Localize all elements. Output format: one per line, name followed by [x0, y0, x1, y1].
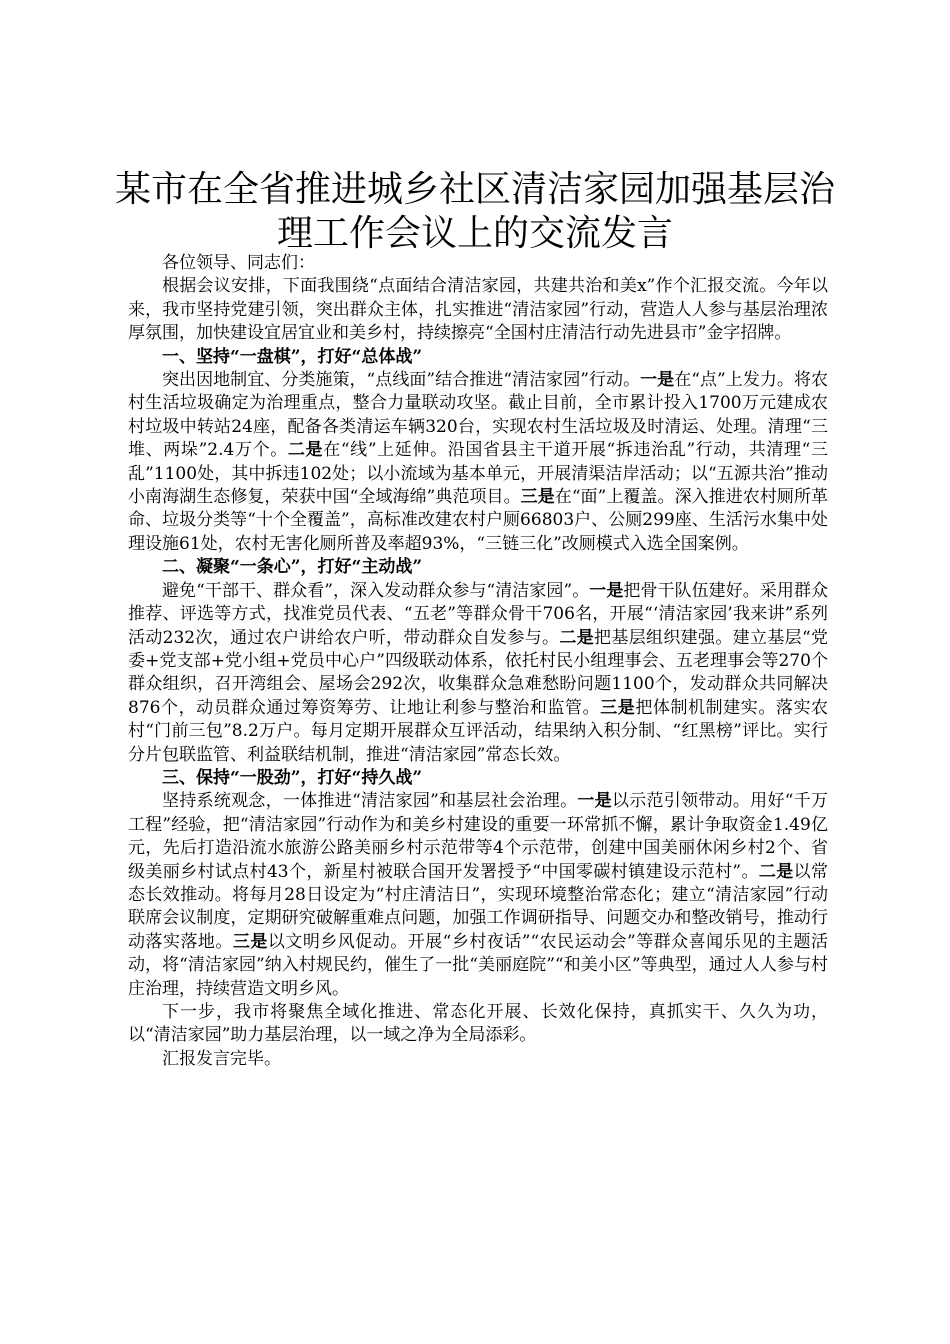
item-label: 二是	[287, 440, 324, 461]
section-heading-3: 三、保持“一股劲”，打好“持久战”	[162, 767, 423, 788]
item-text: 把基层组织建强。建立基层“党委+党支部+党小组+党员中心户”四级联动体系，依托村民小组理事会、五老理事会等270个群众组织，召开湾组会、屋场会292次，收集群众急难愁盼问题1100个，发动群众共同解决876个，动员群众通过筹资筹劳、让地让利参与整治和监管。	[128, 627, 829, 718]
item-label: 三是	[600, 697, 636, 718]
ending-line: 汇报发言完毕。	[162, 1048, 281, 1069]
item-label: 二是	[758, 861, 794, 882]
item-text: 把骨干队伍建好。采用群众推荐、评选等方式，找准党员代表、“五老”等群众骨干706名，开展“‘清洁家园’我来讲”系列活动232次，通过农户讲给农户听，带动群众自发参与。	[128, 580, 829, 648]
section-lead: 坚持系统观念，一体推进“清洁家园”和基层社会治理。	[162, 791, 578, 812]
item-text: 以示范引领带动。用好“千万工程”经验，把“清洁家园”行动作为和美乡村建设的重要一环常抓不懈，累计争取资金1.49亿元，先后打造沿流水旅游公路美丽乡村示范带等4个示范带，创建中国美丽休闲乡村2个、省级美丽乡村试点村43个，新星村被联合国开发署授予“中国零碳村镇建设示范村”。	[128, 791, 828, 882]
section-lead: 避免“干部干、群众看”，深入发动群众参与“清洁家园”。	[162, 580, 590, 601]
section-lead: 突出因地制宜、分类施策，“点线面”结合推进“清洁家园”行动。	[162, 370, 641, 391]
item-text: 把体制机制建实。落实农村“门前三包”8.2万户。每月定期开展群众互评活动，结果纳入积分制、“红黑榜”评比。实行分片包联监管、利益联结机制，推进“清洁家园”常态长效。	[128, 697, 829, 765]
section-heading-1: 一、坚持“一盘棋”，打好“总体战”	[162, 346, 423, 367]
item-text: 以文明乡风促动。开展“乡村夜话”“农民运动会”等群众喜闻乐见的主题活动，将“清洁家园”纳入村规民约，催生了一批“美丽庭院”“和美小区”等典型，通过人人参与村庄治理，持续营造文明乡风。	[128, 931, 829, 999]
document-title: 某市在全省推进城乡社区清洁家园加强基层治理工作会议上的交流发言	[114, 169, 835, 254]
section-paragraph-2	[128, 580, 828, 767]
item-text: 在“面”上覆盖。深入推进农村厕所革命、垃圾分类等“十个全覆盖”，高标准改建农村户厕66803户、公厕299座、生活污水集中处理设施61处，农村无害化厕所普及率超93%，“三链三化”改厕模式入选全国案例。	[128, 487, 828, 554]
item-text: 以常态长效推动。将每月28日设定为“村庄清洁日”，实现环境整治常态化；建立“清洁家园”行动联席会议制度，定期研究破解重难点问题，加强工作调研指导、问题交办和整改销号，推动行动落实落地。	[128, 861, 828, 952]
section-paragraph-1	[128, 369, 828, 556]
closing-paragraph: 下一步，我市将聚焦全域化推进、常态化开展、长效化保持，真抓实干、久久为功，以“清洁家园”助力基层治理，以一域之净为全局添彩。	[128, 1002, 828, 1046]
item-label: 一是	[589, 580, 624, 601]
item-label: 三是	[520, 487, 555, 508]
item-label: 二是	[559, 627, 595, 648]
item-label: 一是	[640, 370, 675, 391]
intro-paragraph: 根据会议安排，下面我围绕“点面结合清洁家园，共建共治和美x”作个汇报交流。今年以来，我市坚持党建引领，突出群众主体，扎实推进“清洁家园”行动，营造人人参与基层治理浓厚氛围，加快建设宜居宜业和美乡村，持续擦亮“全国村庄清洁行动先进县市”金字招牌。	[128, 276, 828, 344]
section-paragraph-3	[128, 790, 828, 1001]
salutation: 各位领导、同志们：	[162, 253, 315, 273]
section-heading-2: 二、凝聚“一条心”，打好“主动战”	[162, 557, 423, 578]
document-body	[128, 252, 828, 1071]
item-text: 在“线”上延伸。沿国省县主干道开展“拆违治乱”行动，共清理“三乱”1100处，其中拆违102处；以小流域为基本单元，开展清渠洁岸活动；以“五源共治”推动小南海湖生态修复，荣获中国“全域海绵”典范项目。	[128, 440, 828, 508]
item-label: 三是	[232, 931, 268, 952]
item-text: 在“点”上发力。将农村生活垃圾确定为治理重点，整合力量联动攻坚。截止目前，全市累计投入1700万元建成农村垃圾中转站24座，配备各类清运车辆320台，实现农村生活垃圾及时清运、处理。清理“三堆、两垛”2.4万个。	[128, 370, 829, 461]
item-label: 一是	[577, 791, 612, 812]
